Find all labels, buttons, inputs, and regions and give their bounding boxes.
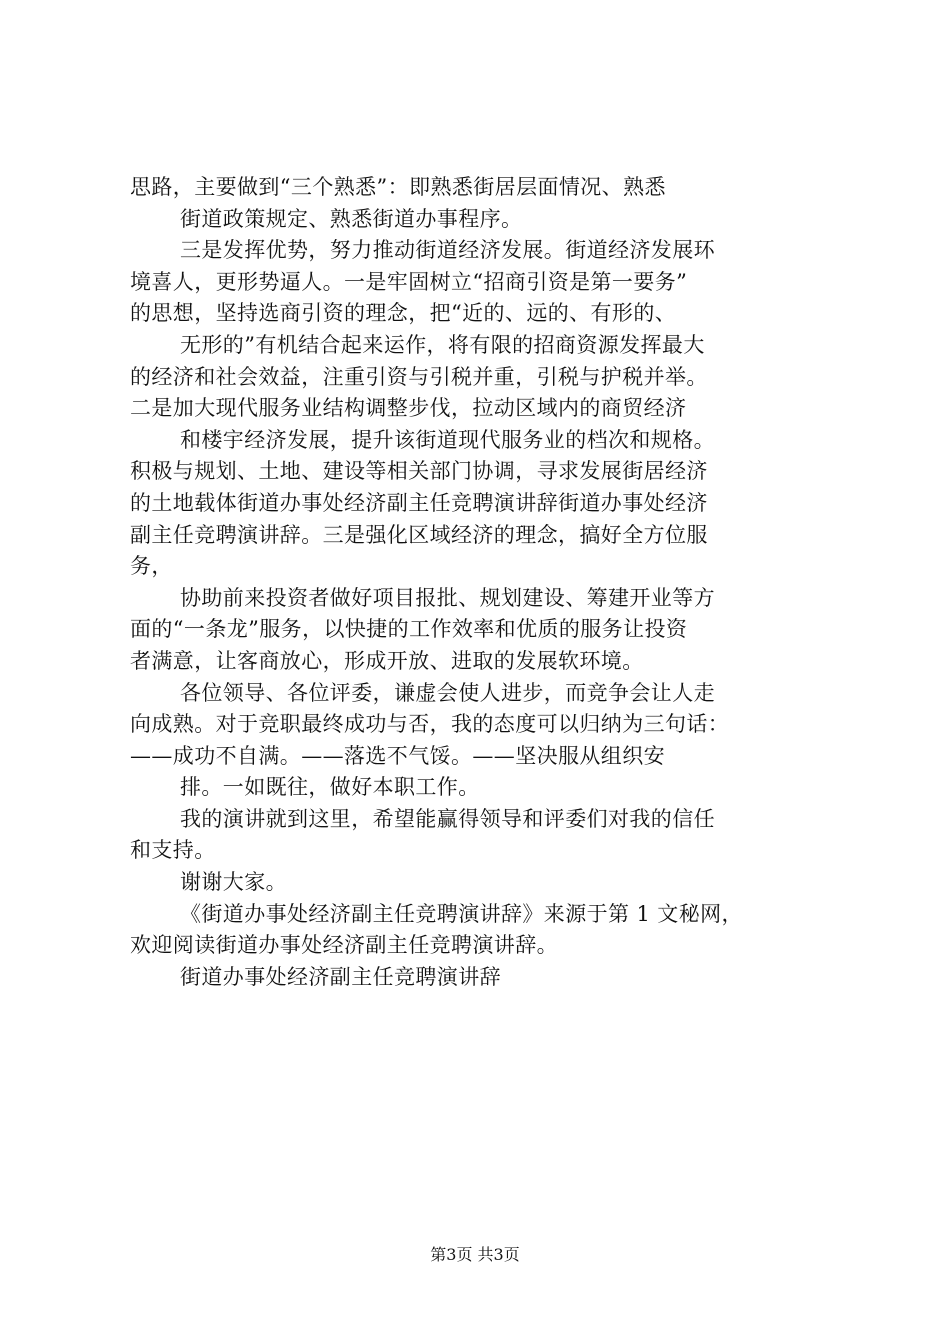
text-line: 欢迎阅读街道办事处经济副主任竞聘演讲辞。 <box>130 933 558 958</box>
text-line: 协助前来投资者做好项目报批、规划建设、筹建开业等方 <box>180 585 715 610</box>
text-line: 二是加大现代服务业结构调整步伐，拉动区域内的商贸经济 <box>130 396 687 421</box>
text-line: 思路，主要做到“三个熟悉”：即熟悉街居层面情况、熟悉 <box>130 175 666 199</box>
text-line: 和楼宇经济发展，提升该街道现代服务业的档次和规格。 <box>180 427 715 452</box>
text-line: 面的“一条龙”服务，以快捷的工作效率和优质的服务让投资 <box>130 617 688 642</box>
text-line: 三是发挥优势，努力推动街道经济发展。街道经济发展环 <box>180 238 715 263</box>
text-line: 境喜人，更形势逼人。一是牢固树立“招商引资是第一要务” <box>130 269 688 294</box>
text-line: 排。一如既往，做好本职工作。 <box>180 775 480 800</box>
text-line: 务， <box>130 554 173 579</box>
text-line: 《街道办事处经济副主任竞聘演讲辞》来源于第 1 文秘网， <box>180 901 743 926</box>
text-line: 的经济和社会效益，注重引资与引税并重，引税与护税并举。 <box>130 364 708 389</box>
text-line: 街道办事处经济副主任竞聘演讲辞 <box>180 964 501 989</box>
page-footer: 第3页 共3页 <box>430 1245 520 1264</box>
text-line: 各位领导、各位评委，谦虚会使人进步，而竞争会让人走 <box>180 680 715 705</box>
document-body <box>130 172 826 993</box>
text-line: 街道政策规定、熟悉街道办事程序。 <box>180 206 523 231</box>
text-line: 的土地载体街道办事处经济副主任竞聘演讲辞街道办事处经济 <box>130 490 708 515</box>
text-line: 和支持。 <box>130 838 216 863</box>
text-line: 副主任竞聘演讲辞。三是强化区域经济的理念，搞好全方位服 <box>130 522 708 547</box>
text-line: 我的演讲就到这里，希望能赢得领导和评委们对我的信任 <box>180 806 715 831</box>
text-line: 向成熟。对于竞职最终成功与否，我的态度可以归纳为三句话： <box>130 712 730 737</box>
text-line: 积极与规划、土地、建设等相关部门协调，寻求发展街居经济 <box>130 459 708 484</box>
text-line: 的思想，坚持选商引资的理念，把“近的、远的、有形的、 <box>130 301 677 326</box>
text-line: 谢谢大家。 <box>180 870 287 895</box>
text-line: 无形的”有机结合起来运作，将有限的招商资源发挥最大 <box>180 332 705 357</box>
text-line: ——成功不自满。——落选不气馁。——坚决服从组织安 <box>130 743 665 768</box>
text-line: 者满意，让客商放心，形成开放、进取的发展软环境。 <box>130 648 644 673</box>
